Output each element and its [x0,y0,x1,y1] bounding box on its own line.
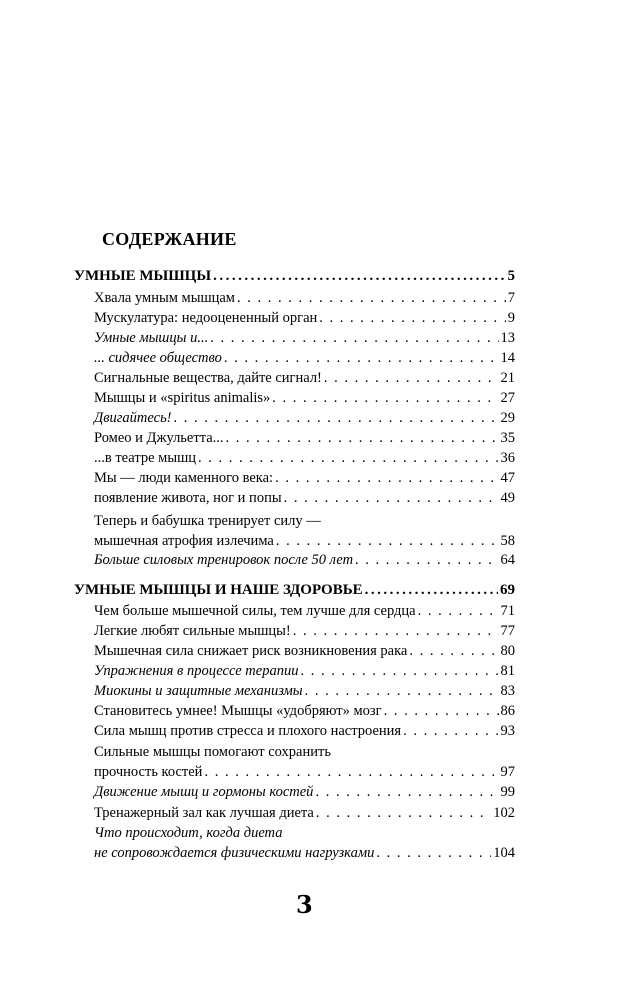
page-number: 86 [500,703,515,719]
entry-title: Становитесь умнее! Мышцы «удобряют» мозг [94,703,382,719]
page-number: 93 [500,723,515,739]
page-number: 102 [493,805,515,821]
entry-title: Двигайтесь! [94,410,172,426]
dot-leader [224,348,499,368]
page-number: 99 [500,784,515,800]
entry-title: ... сидячее общество [94,350,222,366]
page-number: 104 [493,845,515,861]
dot-leader [237,288,506,308]
entry-title: появление живота, ног и попы [94,490,282,506]
entry-title: прочность костей [94,764,203,780]
dot-leader [198,448,498,468]
toc-entry[interactable] [94,762,515,782]
entry-title: Упражнения в процессе терапии [94,663,299,679]
entry-title: Чем больше мышечной силы, тем лучше для сердца [94,603,416,619]
page-number: 58 [500,533,515,549]
dot-leader [293,621,499,641]
entry-title: Умные мышцы и... [94,330,209,346]
toc-entry[interactable] [94,803,515,823]
page-number: 36 [500,450,515,466]
page-number: 27 [500,390,515,406]
dot-leader [418,601,499,621]
dot-leader [226,428,499,448]
toc-entry[interactable] [94,601,515,621]
entry-title: Мы — люди каменного века: [94,470,274,486]
dot-leader [213,266,505,286]
toc-entry[interactable] [94,428,515,448]
toc-entry[interactable] [94,388,515,408]
entry-title: Мышечная сила снижает риск возникновения рака [94,643,408,659]
toc-entry[interactable] [94,288,515,308]
page-number: 35 [500,430,515,446]
page-number: 64 [500,552,515,568]
entry-title: мышечная атрофия излечима [94,533,274,549]
toc-entry[interactable] [94,661,515,681]
page-footer-number: 3 [296,890,313,919]
page-number: 14 [500,350,515,366]
page-number: 71 [500,603,515,619]
section-title: УМНЫЕ МЫШЦЫ [74,268,212,284]
page-number: 29 [500,410,515,426]
dot-leader [284,488,499,508]
dot-leader [409,641,498,661]
dot-leader [324,368,499,388]
dot-leader [275,468,498,488]
entry-title: Миокины и защитные механизмы [94,683,303,699]
dot-leader [315,782,498,802]
toc-entry[interactable] [94,368,515,388]
toc-entry-continued[interactable] [94,823,515,843]
toc-entry[interactable] [94,721,515,741]
entry-title: Теперь и бабушка тренирует силу — [94,513,321,529]
entry-title: не сопровождается физическими нагрузками [94,845,375,861]
dot-leader [204,762,498,782]
entry-title: Мускулатура: недооцененный орган [94,310,318,326]
page-number: 47 [500,470,515,486]
toc-entry[interactable] [94,782,515,802]
dot-leader [316,803,491,823]
page-number: 83 [500,683,515,699]
toc-entry[interactable] [94,408,515,428]
entry-title: Легкие любят сильные мышцы! [94,623,291,639]
page-title: СОДЕРЖАНИЕ [102,229,237,249]
toc-entry[interactable] [94,550,515,570]
toc-entry[interactable] [94,348,515,368]
dot-leader [376,843,491,863]
entry-title: Хвала умным мышцам [94,290,235,306]
page-number: 21 [500,370,515,386]
page-number: 7 [507,290,515,306]
entry-title: Сильные мышцы помогают сохранить [94,744,331,760]
toc-entry[interactable] [94,308,515,328]
entry-title: Мышцы и «spiritus animalis» [94,390,271,406]
toc-section-heading[interactable] [74,266,515,286]
entry-title: Больше силовых тренировок после 50 лет [94,552,354,568]
dot-leader [272,388,498,408]
dot-leader [210,328,498,348]
page-number: 5 [507,268,515,284]
page-number: 81 [500,663,515,679]
page-number: 13 [500,330,515,346]
section-title: УМНЫЕ МЫШЦЫ И НАШЕ ЗДОРОВЬЕ [74,582,363,598]
dot-leader [300,661,498,681]
toc-section-heading[interactable] [74,580,515,600]
entry-title: Ромео и Джульетта... [94,430,224,446]
dot-leader [174,408,499,428]
page-number: 77 [500,623,515,639]
toc-entry[interactable] [94,681,515,701]
toc-entry[interactable] [94,328,515,348]
toc-entry[interactable] [94,531,515,551]
entry-title: ...в театре мышц [94,450,197,466]
toc-entry-continued[interactable] [94,742,515,762]
entry-title: Сила мышц против стресса и плохого настроения [94,723,402,739]
toc-entry[interactable] [94,488,515,508]
toc-entry[interactable] [94,641,515,661]
toc-entry[interactable] [94,843,515,863]
toc-entry[interactable] [94,448,515,468]
toc-entry[interactable] [94,701,515,721]
entry-title: Тренажерный зал как лучшая диета [94,805,314,821]
toc-entry[interactable] [94,621,515,641]
dot-leader [355,550,498,570]
dot-leader [403,721,498,741]
page-number: 49 [500,490,515,506]
entry-title: Сигнальные вещества, дайте сигнал! [94,370,322,386]
toc-entry[interactable] [94,468,515,488]
page-number: 97 [500,764,515,780]
page-number: 69 [500,582,515,598]
dot-leader [305,681,499,701]
page-number: 80 [500,643,515,659]
entry-title: Что происходит, когда диета [94,825,283,841]
entry-title: Движение мышц и гормоны костей [94,784,314,800]
dot-leader [276,531,499,551]
toc-entry-continued[interactable] [94,511,515,531]
dot-leader [365,580,498,600]
dot-leader [319,308,505,328]
dot-leader [384,701,499,721]
page-number: 9 [507,310,515,326]
